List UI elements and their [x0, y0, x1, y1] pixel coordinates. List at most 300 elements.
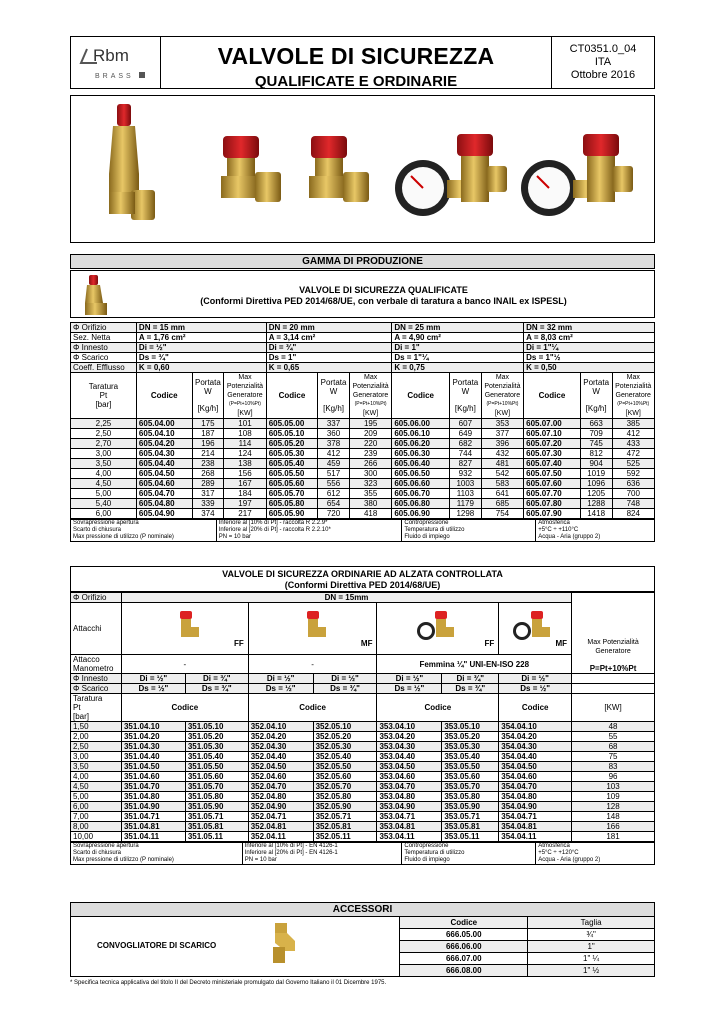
table-cell: 354.04.50: [499, 762, 572, 772]
taratura-label: Taratura: [88, 382, 119, 391]
table-cell: 607: [450, 419, 482, 429]
qual-title: VALVOLE DI SICUREZZA QUALIFICATE: [299, 285, 468, 295]
table-cell: K = 0,50: [524, 363, 655, 373]
table-row: [71, 802, 655, 812]
table-cell: 605.04.90: [136, 509, 192, 519]
table-cell: 605.05.10: [266, 429, 318, 439]
table-cell: 605.06.80: [392, 499, 450, 509]
table-cell: K = 0,65: [266, 363, 392, 373]
table-cell: [121, 603, 248, 655]
table-cell: 353.05.20: [442, 732, 499, 742]
table-cell: 1298: [450, 509, 482, 519]
table-cell: 175: [192, 419, 224, 429]
table-cell: A = 4,90 cm²: [392, 333, 524, 343]
table-cell: [318, 373, 350, 419]
table-cell: 636: [612, 479, 655, 489]
table-cell: 289: [192, 479, 224, 489]
table-cell: 351.04.50: [121, 762, 185, 772]
table-cell: Max pressione di utilizzo (P nominale): [71, 534, 217, 542]
table-cell: 353: [481, 419, 523, 429]
table-cell: 337: [318, 419, 350, 429]
table-cell: 351.05.60: [185, 772, 248, 782]
table-cell: 352.05.10: [313, 722, 377, 732]
table-cell: 7,00: [71, 812, 122, 822]
table-cell: 354.04.80: [499, 792, 572, 802]
table-cell: 353.04.10: [377, 722, 442, 732]
table-cell: 433: [612, 439, 655, 449]
table-cell: 1418: [580, 509, 612, 519]
table-cell: 351.04.60: [121, 772, 185, 782]
table-cell: 351.05.10: [185, 722, 248, 732]
table-cell: 354.04.70: [499, 782, 572, 792]
table-cell: 605.07.20: [524, 439, 581, 449]
brand-name: Rbm: [93, 46, 129, 65]
table-cell: 352.05.90: [313, 802, 377, 812]
attacchi-row: [71, 603, 655, 655]
table-cell: 354.04.81: [499, 822, 572, 832]
table-cell: 353.04.70: [377, 782, 442, 792]
table-cell: 351.04.90: [121, 802, 185, 812]
table-cell: 354.04.60: [499, 772, 572, 782]
table-cell: 128: [572, 802, 655, 812]
table-cell: 605.04.10: [136, 429, 192, 439]
kgh-label: [Kg/h]: [585, 404, 607, 413]
table-cell: 353.04.40: [377, 752, 442, 762]
table-cell: Sovrapressione apertura: [71, 520, 217, 528]
kw-label: [KW]: [363, 410, 379, 417]
rbm-logo-icon: [71, 37, 161, 88]
table-cell: 351.04.71: [121, 812, 185, 822]
table-cell: 354.04.90: [499, 802, 572, 812]
table-cell: 605.07.40: [524, 459, 581, 469]
table-cell: 353.04.50: [377, 762, 442, 772]
table-cell: 156: [224, 469, 266, 479]
table-cell: Max pressione di utilizzo (P nominale): [71, 857, 243, 865]
table-cell: Fluido di impiego: [402, 534, 536, 542]
table-cell: Codice: [136, 373, 192, 419]
table-cell: 339: [192, 499, 224, 509]
table-cell: 605.05.50: [266, 469, 318, 479]
spec-row: [71, 343, 655, 353]
table-cell: 605.07.00: [524, 419, 581, 429]
formula-label: P=Pt+10%Pt: [589, 663, 637, 673]
formula-label: (P=Pt+10%Pt): [486, 401, 519, 407]
table-cell: 352.05.80: [313, 792, 377, 802]
table-cell: 355: [349, 489, 391, 499]
table-cell: 352.04.70: [248, 782, 313, 792]
page-subtitle: QUALIFICATE E ORDINARIE: [254, 73, 458, 90]
acc-heading: ACCESSORI: [70, 902, 655, 917]
table-cell: 352.04.71: [248, 812, 313, 822]
table-cell: 351.05.20: [185, 732, 248, 742]
table-cell: 351.05.70: [185, 782, 248, 792]
table-row: [71, 509, 655, 519]
table-cell: Di = ¾": [185, 674, 248, 684]
valve-qualified-icon: [109, 104, 155, 220]
qual-notes: [70, 519, 655, 542]
ord-table-box: [70, 592, 655, 865]
table-cell: 605.06.70: [392, 489, 450, 499]
table-cell: K = 0,60: [136, 363, 266, 373]
table-cell: 351.05.71: [185, 812, 248, 822]
table-cell: Contropressione: [402, 520, 536, 528]
table-cell: [71, 694, 122, 722]
table-cell: 10,00: [71, 832, 122, 842]
table-cell: Atmosferica: [536, 843, 655, 851]
table-cell: 1003: [450, 479, 482, 489]
table-cell: Ds = ¾": [185, 684, 248, 694]
footnote: * Specifica tecnica applicativa del titolo II del Decreto ministeriale promulgato dal Governo Italiano il 01 Dicembre 1975.: [70, 980, 387, 986]
table-cell: DN = 25 mm: [392, 323, 524, 333]
table-cell: 351.05.90: [185, 802, 248, 812]
table-cell: 351.04.30: [121, 742, 185, 752]
kgh-label: [Kg/h]: [454, 404, 476, 413]
table-cell: 605.05.20: [266, 439, 318, 449]
attacco-label: MF: [360, 639, 373, 648]
table-cell: 605.07.30: [524, 449, 581, 459]
table-cell: 3,50: [71, 459, 137, 469]
table-cell: 396: [481, 439, 523, 449]
table-cell: 666.08.00: [400, 965, 528, 977]
kgh-label: [Kg/h]: [197, 404, 219, 413]
table-cell: 351.05.81: [185, 822, 248, 832]
formula-label: (P=Pt+10%Pt): [617, 401, 650, 407]
taratura-label: Taratura: [73, 694, 103, 703]
max-label: Max Potenzialità Generatore: [484, 374, 521, 399]
table-cell: 641: [481, 489, 523, 499]
table-cell: Ds = ½": [499, 684, 572, 694]
table-cell: 351.05.11: [185, 832, 248, 842]
table-cell: [580, 373, 612, 419]
table-cell: Acqua - Aria (gruppo 2): [536, 857, 655, 865]
table-cell: 1019: [580, 469, 612, 479]
ord-header-row: [71, 694, 655, 722]
table-cell: 605.06.90: [392, 509, 450, 519]
doc-meta: [551, 37, 654, 88]
table-cell: 83: [572, 762, 655, 772]
table-cell: Di = ½": [136, 343, 266, 353]
table-cell: 5,00: [71, 489, 137, 499]
attacco-valve-icon: [162, 609, 202, 643]
kw-label: [KW]: [237, 410, 253, 417]
table-cell: 109: [572, 792, 655, 802]
table-cell: Ds = ½": [377, 684, 442, 694]
spec-row: [71, 353, 655, 363]
table-cell: 353.05.10: [442, 722, 499, 732]
note-row: [71, 850, 655, 857]
table-cell: 352.05.60: [313, 772, 377, 782]
table-cell: [349, 373, 391, 419]
table-cell: 352.04.30: [248, 742, 313, 752]
table-cell: Di = ½": [377, 674, 442, 684]
table-cell: Codice: [524, 373, 581, 419]
table-cell: [572, 593, 655, 674]
doc-lang: ITA: [594, 56, 612, 68]
table-cell: 1205: [580, 489, 612, 499]
table-cell: 124: [224, 449, 266, 459]
table-cell: [572, 684, 655, 694]
portata-label: Portata W: [320, 378, 347, 396]
table-row: [71, 489, 655, 499]
table-cell: 663: [580, 419, 612, 429]
table-cell: [612, 373, 655, 419]
note-row: [71, 843, 655, 851]
table-cell: 3,00: [71, 449, 137, 459]
table-cell: 214: [192, 449, 224, 459]
table-cell: 353.05.30: [442, 742, 499, 752]
table-cell: Acqua - Aria (gruppo 2): [536, 534, 655, 542]
attacco-label: MF: [555, 639, 568, 648]
table-cell: 220: [349, 439, 391, 449]
table-cell: 418: [349, 509, 391, 519]
max-label: Max Potenzialità Generatore: [352, 374, 389, 399]
table-cell: 352.04.40: [248, 752, 313, 762]
table-cell: 612: [318, 489, 350, 499]
header-box: [70, 36, 655, 89]
table-cell: 353.05.71: [442, 812, 499, 822]
table-cell: 1" ¼: [528, 953, 655, 965]
table-cell: 472: [612, 449, 655, 459]
table-cell: 354.04.20: [499, 732, 572, 742]
taratura-label: [bar]: [95, 400, 112, 409]
table-cell: -: [121, 655, 248, 674]
table-cell: 352.04.80: [248, 792, 313, 802]
table-cell: 1" ½: [528, 965, 655, 977]
table-cell: 352.04.11: [248, 832, 313, 842]
table-cell: 1": [528, 941, 655, 953]
table-cell: 195: [349, 419, 391, 429]
table-cell: Temperatura di utilizzo: [402, 850, 536, 857]
table-cell: 824: [612, 509, 655, 519]
table-cell: [248, 603, 377, 655]
table-cell: 138: [224, 459, 266, 469]
table-cell: Scarto di chiusura: [71, 527, 217, 534]
table-cell: 351.04.70: [121, 782, 185, 792]
acc-box: [70, 916, 655, 977]
table-row: [71, 469, 655, 479]
ord-notes: [70, 842, 655, 865]
valve-small-icon: [79, 273, 109, 317]
table-cell: 354.04.10: [499, 722, 572, 732]
table-cell: 605.06.50: [392, 469, 450, 479]
portata-label: Portata W: [583, 378, 610, 396]
bar-label: [bar]: [73, 712, 90, 721]
table-cell: 6,00: [71, 802, 122, 812]
table-cell: DN = 15mm: [121, 593, 571, 603]
table-row: [71, 722, 655, 732]
table-cell: 649: [450, 429, 482, 439]
table-cell: 812: [580, 449, 612, 459]
table-cell: 2,50: [71, 429, 137, 439]
table-cell: [192, 373, 224, 419]
table-cell: 351.05.30: [185, 742, 248, 752]
table-cell: 351.05.80: [185, 792, 248, 802]
table-cell: Ds = ½": [248, 684, 313, 694]
table-cell: 583: [481, 479, 523, 489]
table-cell: 196: [192, 439, 224, 449]
table-cell: 4,00: [71, 772, 122, 782]
table-row: [71, 459, 655, 469]
table-cell: 352.04.81: [248, 822, 313, 832]
table-cell: [481, 373, 523, 419]
max-label: Max Potenzialità Generatore: [226, 374, 264, 399]
table-cell: [224, 373, 266, 419]
spec-row: [71, 333, 655, 343]
table-row: [71, 429, 655, 439]
spec-row: [71, 323, 655, 333]
table-cell: Codice: [266, 373, 318, 419]
table-cell: 1179: [450, 499, 482, 509]
table-cell: 666.06.00: [400, 941, 528, 953]
table-cell: Scarto di chiusura: [71, 850, 243, 857]
ord-subtitle: (Conformi Direttiva PED 2014/68/UE): [284, 580, 441, 590]
table-cell: 351.04.81: [121, 822, 185, 832]
table-cell: 197: [224, 499, 266, 509]
table-cell: Di = 1"¼: [524, 343, 655, 353]
table-cell: 266: [349, 459, 391, 469]
table-cell: Ds = 1": [266, 353, 392, 363]
table-cell: 353.05.80: [442, 792, 499, 802]
table-cell: 3,00: [71, 752, 122, 762]
table-cell: 351.04.40: [121, 752, 185, 762]
table-cell: 354.04.71: [499, 812, 572, 822]
formula-label: (P=Pt+10%Pt): [354, 401, 387, 407]
table-cell: Φ Innesto: [71, 343, 137, 353]
table-cell: Ds = 1"¼: [392, 353, 524, 363]
table-cell: 351.05.40: [185, 752, 248, 762]
valves-image: [71, 96, 656, 244]
table-cell: 96: [572, 772, 655, 782]
acc-header-row: [71, 917, 655, 929]
spec-row: [71, 363, 655, 373]
table-cell: A = 3,14 cm²: [266, 333, 392, 343]
table-cell: 352.05.50: [313, 762, 377, 772]
portata-label: Portata W: [195, 378, 221, 396]
table-cell: 353.05.50: [442, 762, 499, 772]
table-cell: 187: [192, 429, 224, 439]
table-cell: 2,70: [71, 439, 137, 449]
table-cell: 5,00: [71, 792, 122, 802]
table-cell: 542: [481, 469, 523, 479]
table-cell: 353.05.60: [442, 772, 499, 782]
table-cell: 351.04.80: [121, 792, 185, 802]
table-cell: 108: [224, 429, 266, 439]
table-cell: Ds = ¾": [136, 353, 266, 363]
note-row: [71, 520, 655, 528]
table-cell: 166: [572, 822, 655, 832]
table-cell: 353.05.11: [442, 832, 499, 842]
table-cell: Inferiore al [20% di Pt] - EN 4126-1: [242, 850, 402, 857]
table-cell: A = 1,76 cm²: [136, 333, 266, 343]
qual-subtitle: (Conformi Direttiva PED 2014/68/UE, con verbale di taratura a banco INAIL ex ISPESL): [200, 296, 567, 306]
table-cell: 605.04.20: [136, 439, 192, 449]
table-cell: 605.07.60: [524, 479, 581, 489]
table-cell: Ds = ¾": [313, 684, 377, 694]
doc-date: Ottobre 2016: [570, 69, 636, 81]
attacco-label: FF: [233, 639, 244, 648]
kw-label: [KW]: [625, 410, 641, 417]
table-cell: 3,50: [71, 762, 122, 772]
table-cell: Inferiore al [10% di Pt] - raccolta R 2.2.9*: [216, 520, 402, 528]
table-cell: 827: [450, 459, 482, 469]
table-cell: 754: [481, 509, 523, 519]
table-cell: 666.05.00: [400, 929, 528, 941]
table-cell: Sovrapressione apertura: [71, 843, 243, 851]
attacco-valve-icon: [289, 609, 329, 643]
valve-ff-icon: [221, 136, 281, 202]
qual-table: [70, 322, 655, 519]
table-cell: Codice: [248, 694, 377, 722]
table-cell: Attacchi: [71, 603, 122, 655]
table-cell: 1288: [580, 499, 612, 509]
valve-gauge-mf-icon: [521, 134, 633, 216]
table-cell: [377, 603, 499, 655]
table-cell: DN = 15 mm: [136, 323, 266, 333]
attacco-valve-icon: [417, 609, 457, 643]
table-cell: 353.05.40: [442, 752, 499, 762]
table-cell: 351.05.50: [185, 762, 248, 772]
table-cell: Atmosferica: [536, 520, 655, 528]
table-cell: 2,50: [71, 742, 122, 752]
table-cell: 351.04.20: [121, 732, 185, 742]
table-cell: 353.04.81: [377, 822, 442, 832]
table-cell: 605.04.60: [136, 479, 192, 489]
table-cell: 4,50: [71, 479, 137, 489]
table-cell: 352.04.90: [248, 802, 313, 812]
table-cell: DN = 32 mm: [524, 323, 655, 333]
portata-label: Portata W: [452, 378, 479, 396]
attacco-valve-icon: [513, 609, 553, 643]
manometro-row: [71, 655, 655, 674]
table-cell: 4,50: [71, 782, 122, 792]
table-cell: 605.05.30: [266, 449, 318, 459]
table-cell: 181: [572, 832, 655, 842]
table-row: [71, 479, 655, 489]
table-cell: Inferiore al [10% di Pt] - EN 4126-1: [242, 843, 402, 851]
table-row: [71, 762, 655, 772]
table-row: [71, 499, 655, 509]
table-cell: 353.04.71: [377, 812, 442, 822]
kgh-label: [Kg/h]: [323, 404, 344, 413]
valve-mf-icon: [309, 136, 369, 202]
table-cell: 605.05.80: [266, 499, 318, 509]
table-cell: 268: [192, 469, 224, 479]
table-cell: Φ Innesto: [71, 674, 122, 684]
table-cell: 412: [612, 429, 655, 439]
table-cell: 354.04.40: [499, 752, 572, 762]
table-cell: 556: [318, 479, 350, 489]
table-cell: 352.05.70: [313, 782, 377, 792]
table-cell: 352.04.10: [248, 722, 313, 732]
doc-code: CT0351.0_04: [569, 43, 637, 55]
table-cell: 352.04.50: [248, 762, 313, 772]
table-cell: 720: [318, 509, 350, 519]
table-row: [71, 772, 655, 782]
gamma-heading: GAMMA DI PRODUZIONE: [70, 254, 655, 269]
table-cell: 605.04.70: [136, 489, 192, 499]
table-cell: PN = 10 bar: [242, 857, 402, 865]
table-cell: [71, 917, 400, 977]
table-cell: +5°C ÷ +120°C: [536, 850, 655, 857]
table-cell: 380: [349, 499, 391, 509]
table-cell: 385: [612, 419, 655, 429]
table-cell: Di = ½": [313, 674, 377, 684]
pt-label: Pt: [73, 703, 81, 712]
table-row: [71, 742, 655, 752]
table-cell: Codice: [377, 694, 499, 722]
acc-name: CONVOGLIATORE DI SCARICO: [97, 941, 217, 950]
table-row: [71, 732, 655, 742]
